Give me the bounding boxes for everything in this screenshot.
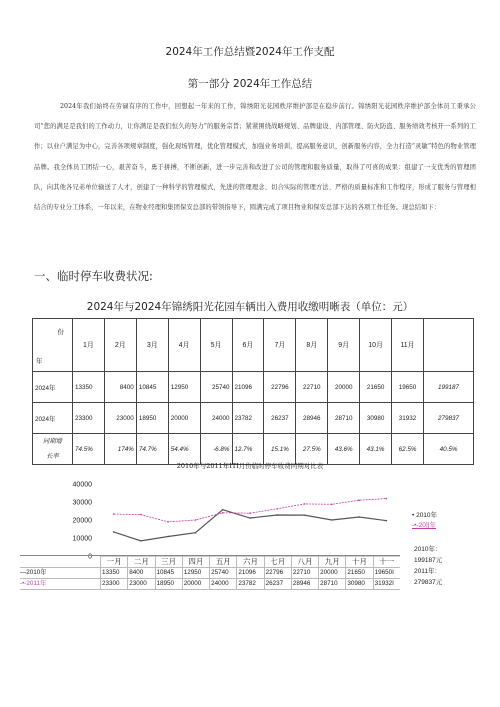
chart-table-cell: 21096 [236,568,263,578]
x-tick-label: 十一 [373,556,400,567]
x-tick-label: 一月 [100,556,127,567]
growth-cell: 27.5% [296,434,328,465]
growth-cell: 74.7% [136,434,168,465]
chart-table-cell: 28710 [318,579,345,589]
growth-label [33,434,73,465]
data-point [331,519,333,521]
month-header: 4月 [168,319,200,372]
data-point [331,504,333,506]
table-cell: 21650 [360,372,392,403]
growth-cell: 12.7% [232,434,264,465]
data-point [276,514,278,516]
data-point [249,517,251,519]
table-row [33,434,474,465]
growth-cell: 62.5% [392,434,424,465]
chart-table-row-2011 [20,579,400,590]
table-cell: 26237 [264,403,296,434]
x-tick-label: 十月 [345,556,372,567]
chart-table-cell: 13350 [100,568,127,578]
chart-table-cell: 28946 [291,579,318,589]
chart-table-cell: 22710 [291,568,318,578]
chart-table-cell: 20000 [182,579,209,589]
x-tick-label: 八月 [291,556,318,567]
growth-total-cell: 40.5% [424,434,474,465]
row-label: 2024年 [33,372,73,403]
total-header [424,319,474,372]
table-cell: 30980 [360,403,392,434]
table-row [33,372,474,403]
growth-cell: 15.1% [264,434,296,465]
chart-table-row-2010 [20,568,400,579]
chart-table-cell: 26237 [264,579,291,589]
part-title: 第一部分 2024年工作总结 [187,78,313,90]
fee-table-title: 2024年与2024年锦绣阳光花园车辆出入费用收缴明晰表（单位：元） [86,301,414,313]
document-title: 2024年工作总结暨2024年工作支配 [165,46,335,58]
data-point [222,509,224,511]
data-point [195,519,197,521]
table-cell: 20000 [168,403,200,434]
table-row [33,403,474,434]
totals-note-4: 279837元 [414,579,443,586]
growth-label-top: 同期增 [43,438,62,445]
legend-label: -•-2011年 [20,580,47,587]
table-cell: 25740 [200,372,232,403]
data-point [167,536,169,538]
growth-cell: -6.8% [200,434,232,465]
month-header: 8月 [296,319,328,372]
section-title: 一、临时停车收费状况: [34,269,153,283]
chart-table-cell: 23300 [100,579,127,589]
legend-2010: • 2010年 [412,512,438,519]
month-header: 7月 [264,319,296,372]
growth-label-bottom: 长率 [46,453,59,460]
fee-table [32,318,474,465]
y-tick-label: 0 [88,553,92,561]
chart-table-cell: 19650I [373,568,400,578]
chart-table-cell: 24000 [209,579,236,589]
data-point [276,508,278,510]
y-tick-label: 10000 [72,535,92,543]
chart-table-cell: 23000 [127,579,154,589]
growth-cell: 174% [104,434,136,465]
month-header: 1月 [73,319,105,372]
table-cell: 22796 [264,372,296,403]
table-cell: 28946 [296,403,328,434]
table-cell: 24000 [200,403,232,434]
table-cell: 23782 [232,403,264,434]
data-point [140,514,142,516]
table-cell: 22710 [296,372,328,403]
corner-top-label: 份 [57,329,64,336]
table-cell: 23000 [104,403,136,434]
chart-table-cell: 23782 [236,579,263,589]
table-cell: 21096 [232,372,264,403]
month-header: 11月 [392,319,424,372]
chart-table-cell: 21650 [345,568,372,578]
table-cell: 12950 [168,372,200,403]
x-tick-label: 二月 [127,556,154,567]
legend-label: —2010年 [20,569,47,576]
data-point [249,512,251,514]
chart-data-table [20,555,400,590]
corner-cell [33,319,73,372]
chart-table-cell: 20000 [318,568,345,578]
data-point [386,498,388,500]
month-header: 3月 [136,319,168,372]
chart-table-cell: 30980 [345,579,372,589]
month-header: 5月 [200,319,232,372]
totals-note-1: 2010年： [414,546,442,553]
series-line-0 [114,510,387,541]
growth-cell: 43.6% [328,434,360,465]
data-point [304,514,306,516]
x-tick-label: 六月 [236,556,263,567]
chart-category-row [20,555,400,568]
corner-bottom-label: 年 [36,358,43,365]
chart-table-cell: 18950 [155,579,182,589]
growth-cell: 74.5% [73,434,105,465]
chart-table-cell: 31932I [373,579,400,589]
data-point [222,512,224,514]
data-point [358,516,360,518]
table-row [33,319,474,372]
month-header: 10月 [360,319,392,372]
growth-cell: 54.4% [168,434,200,465]
x-tick-label: 四月 [182,556,209,567]
data-point [167,521,169,523]
data-point [358,499,360,501]
table-cell: 19650 [392,372,424,403]
total-cell: 279837 [424,403,474,434]
growth-cell: 43.1% [360,434,392,465]
data-point [113,531,115,533]
totals-note-3: 2011年： [414,568,441,575]
x-tick-label: 七月 [264,556,291,567]
data-point [195,532,197,534]
month-header: 2月 [104,319,136,372]
month-header: 6月 [232,319,264,372]
table-cell: 31932 [392,403,424,434]
y-tick-label: 20000 [72,517,92,525]
chart-table-cell: 10845 [155,568,182,578]
x-tick-label: 三月 [155,556,182,567]
summary-paragraph: 2024年我们始终在劳碌有序的工作中，回想起一年来的工作，锦绣阳光花园秩序维护部是在稳步前行。锦绣阳光花园秩序维护部全体员工秉承公司“您的满足是我们的工作动力，让你满足是我们恒久的努力”的服务宗旨；紧紧围绕战略规划、品牌建设、内部管理、防火防盗、服务绩效考核开一系列的工作；以业户满足为中心，完善各项规章制度，强化现场管理，优化管理模式，加强业务培训，提高服务意识，创新服务内容，全力打造“灵敏”特色的物业管理品牌。我全体员工团结一心，艰苦奋斗，勇于拼搏，不断创新，进一步完善和改进了公司的管理和服务质量，取得了可喜的成果：组建了一支优秀的管理团队，向其他各兄弟单位输送了人才，创建了一种科学的管理模式，先进的管理理念、切合实际的管理方法、严格的质量标准和工作程序，形成了服务与管理相结合的专业分工体系，一年以来，在物业经理和集团保安总部的带领指导下，圆满完成了项目物业和保安总部下达的各项工作任务。现总结如下： [34,103,476,212]
chart-table-cell: 25740 [209,568,236,578]
row-label: 2024年 [33,403,73,434]
data-point [140,540,142,542]
month-header: 9月 [328,319,360,372]
total-cell: 199187 [424,372,474,403]
table-cell: 18950 [136,403,168,434]
x-tick-label: 五月 [209,556,236,567]
totals-note-2: 199187元 [414,557,443,564]
data-point [386,520,388,522]
data-point [304,503,306,505]
chart-title: 2010年与2011年ITI月份临时停车收费同期对比表 [176,462,324,470]
chart-table-cell: 12950 [182,568,209,578]
table-cell: 20000 [328,372,360,403]
chart-table-cell: 22796 [264,568,291,578]
y-tick-label: 40000 [72,481,92,489]
table-cell: 13350 [73,372,105,403]
chart-table-cell: 8400 [127,568,154,578]
y-tick-label: 30000 [72,499,92,507]
table-cell: 28710 [328,403,360,434]
table-cell: 8400 [104,372,136,403]
table-cell: 10845 [136,372,168,403]
x-tick-label: 九月 [318,556,345,567]
legend-2011: -•-20]]年 [412,522,436,529]
table-cell: 23300 [73,403,105,434]
data-point [113,513,115,515]
